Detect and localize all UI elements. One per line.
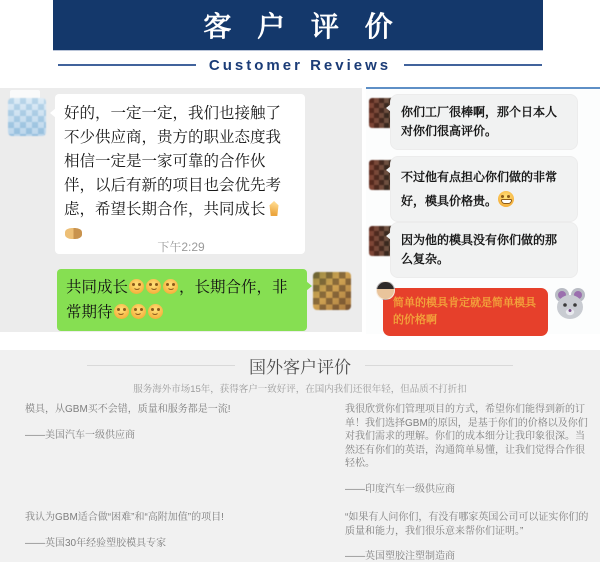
mouse-sticker-icon [552,286,588,322]
incoming-message-bubble [390,222,578,278]
testimonial [25,511,310,550]
user-avatar [313,272,351,310]
wechat-screenshot-right [366,87,600,334]
testimonial-attribution: ——英国塑胶注塑制造商 [345,551,455,562]
blush-smile-emoji [163,279,178,294]
blush-smile-emoji [131,304,146,319]
section-title: 国外客户评价 [249,357,351,377]
testimonial-attribution: ——美国汽车一级供应商 [25,429,135,441]
section-right-divider [365,365,513,366]
grinning-face-emoji [498,191,514,207]
message-text: 因为他的模具没有你们做的那么复杂。 [401,233,558,266]
subtitle-right-divider [404,64,542,66]
message-text: 共同成长 [66,279,129,296]
blush-smile-emoji [148,304,163,319]
testimonial [345,511,590,564]
testimonial-attribution: ——英国30年经验塑胶模具专家 [25,537,167,549]
incoming-message-bubble [55,94,305,254]
folded-hands-emoji [267,201,282,216]
blush-smile-emoji [146,279,161,294]
testimonial-attribution: ——印度汽车一级供应商 [345,483,455,495]
page-subtitle-row [0,56,600,74]
outgoing-message-bubble [57,269,307,331]
message-text: 不过他有点担心你们做的非常好，模具价格贵。 [401,170,558,208]
timestamp: 下午2:29 [157,240,205,254]
message-text: 简单的模具肯定就是简单模具的价格啊 [393,297,536,326]
page-title-banner [53,0,543,50]
testimonial [25,403,310,442]
section-left-divider [87,365,235,366]
message-text: ，长期合作，非常期待 [66,279,288,321]
incoming-message-bubble [390,94,578,150]
message-text: 你们工厂很棒啊，那个日本人对你们很高评价。 [401,105,558,138]
testimonial [345,403,590,496]
testimonial-quote: 模具，从GBM买不会错，质量和服务都是一流! [25,404,231,415]
message-text: 好的，一定一定，我们也接触了不少供应商，贵方的职业态度我相信一定是一家可靠的合作伙伴，以后有新的项目也会优先考虑，希望长期合作，共同成长 [64,105,282,218]
wechat-screenshot-left [0,88,362,332]
section-subtitle: 服务海外市场15年，获得客户一致好评，在国内我们还很年轻，但品质不打折扣 [133,384,467,395]
mini-avatar [376,281,395,300]
incoming-message-bubble [390,156,578,222]
blush-smile-emoji [129,279,144,294]
blush-smile-emoji [114,304,129,319]
red-quote-bubble [383,288,548,336]
page-title: 客 户 评 价 [203,11,402,42]
subtitle-left-divider [58,64,196,66]
overseas-reviews-section [0,350,600,562]
testimonial-quote: 我认为GBM适合做“困难”和“高附加值”的项目! [25,512,224,523]
page-subtitle: Customer Reviews [208,56,392,74]
testimonial-quote: “如果有人问你们，有没有哪家英国公司可以证实你们的质量和能力，我们很乐意来帮你们证明。” [345,512,589,537]
section-header [0,353,600,377]
peer-avatar [8,98,46,136]
testimonial-quote: 我很欣赏你们管理项目的方式，希望你们能得到新的订单！我们选择GBM的原因，是基于你们的价格以及你们对我们需求的理解。你们的成本细分让我印象很深。当然还有你们的英语，沟通简单易懂，让我们觉得合作很轻松。 [345,404,588,469]
